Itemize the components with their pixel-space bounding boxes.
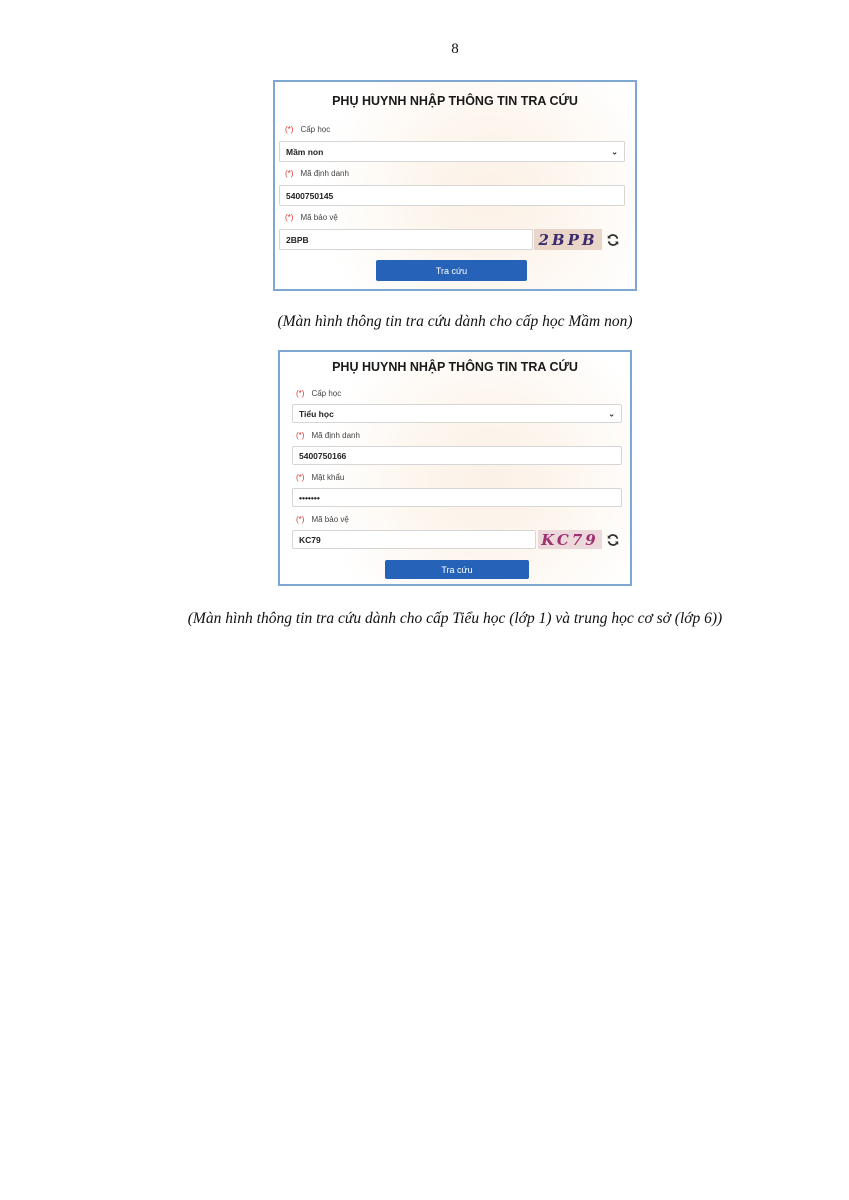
- tra-cuu-button[interactable]: Tra cứu: [385, 560, 529, 579]
- cap-hoc-value: Mầm non: [286, 146, 324, 157]
- ma-dinh-danh-label-text: Mã định danh: [311, 431, 360, 440]
- ma-bao-ve-input[interactable]: KC79: [292, 530, 536, 549]
- cap-hoc-select[interactable]: [292, 404, 622, 423]
- required-mark: (*): [296, 431, 305, 440]
- ma-dinh-danh-input[interactable]: 5400750166: [292, 446, 622, 465]
- ma-bao-ve-input[interactable]: 2BPB: [279, 229, 533, 250]
- required-mark: (*): [296, 473, 305, 482]
- required-mark: (*): [285, 213, 294, 222]
- cap-hoc-label-text: Cấp học: [300, 125, 331, 134]
- page-number: 8: [451, 41, 459, 57]
- tra-cuu-button[interactable]: Tra cứu: [376, 260, 527, 281]
- caption-mam-non: (Màn hình thông tin tra cứu dành cho cấp học Mầm non): [277, 313, 633, 330]
- ma-bao-ve-label: [285, 213, 338, 222]
- ma-bao-ve-label: [296, 515, 349, 524]
- caption-tieu-hoc-thcs: (Màn hình thông tin tra cứu dành cho cấp Tiểu học (lớp 1) và trung học cơ sở (lớp 6)): [187, 610, 723, 627]
- cap-hoc-select[interactable]: [279, 141, 625, 162]
- ma-dinh-danh-label: [285, 169, 349, 178]
- captcha-text: 2BPB: [538, 230, 598, 249]
- chevron-down-icon: ⌄: [608, 409, 615, 418]
- lookup-form-mam-non: [273, 80, 637, 291]
- lookup-form-tieu-hoc: [278, 350, 632, 586]
- chevron-down-icon: ⌄: [611, 147, 618, 156]
- refresh-icon[interactable]: [606, 233, 620, 247]
- form-title: PHỤ HUYNH NHẬP THÔNG TIN TRA CỨU: [332, 94, 578, 108]
- mat-khau-label-text: Mật khẩu: [311, 473, 345, 482]
- ma-dinh-danh-input[interactable]: 5400750145: [279, 185, 625, 206]
- captcha-image: [538, 530, 602, 549]
- ma-dinh-danh-label-text: Mã định danh: [300, 169, 349, 178]
- ma-bao-ve-label-text: Mã bảo vệ: [311, 515, 349, 524]
- cap-hoc-label-text: Cấp học: [311, 389, 342, 398]
- ma-bao-ve-label-text: Mã bảo vệ: [300, 213, 338, 222]
- mat-khau-label: [296, 473, 344, 482]
- captcha-text: KC79: [541, 530, 599, 549]
- cap-hoc-value: Tiểu học: [299, 408, 334, 419]
- form-title: PHỤ HUYNH NHẬP THÔNG TIN TRA CỨU: [332, 360, 578, 374]
- cap-hoc-label: [285, 125, 330, 134]
- required-mark: (*): [296, 515, 305, 524]
- captcha-image: [534, 229, 602, 250]
- refresh-icon[interactable]: [606, 533, 620, 547]
- cap-hoc-label: [296, 389, 341, 398]
- ma-dinh-danh-label: [296, 431, 360, 440]
- required-mark: (*): [285, 169, 294, 178]
- required-mark: (*): [296, 389, 305, 398]
- required-mark: (*): [285, 125, 294, 134]
- mat-khau-input[interactable]: •••••••: [292, 488, 622, 507]
